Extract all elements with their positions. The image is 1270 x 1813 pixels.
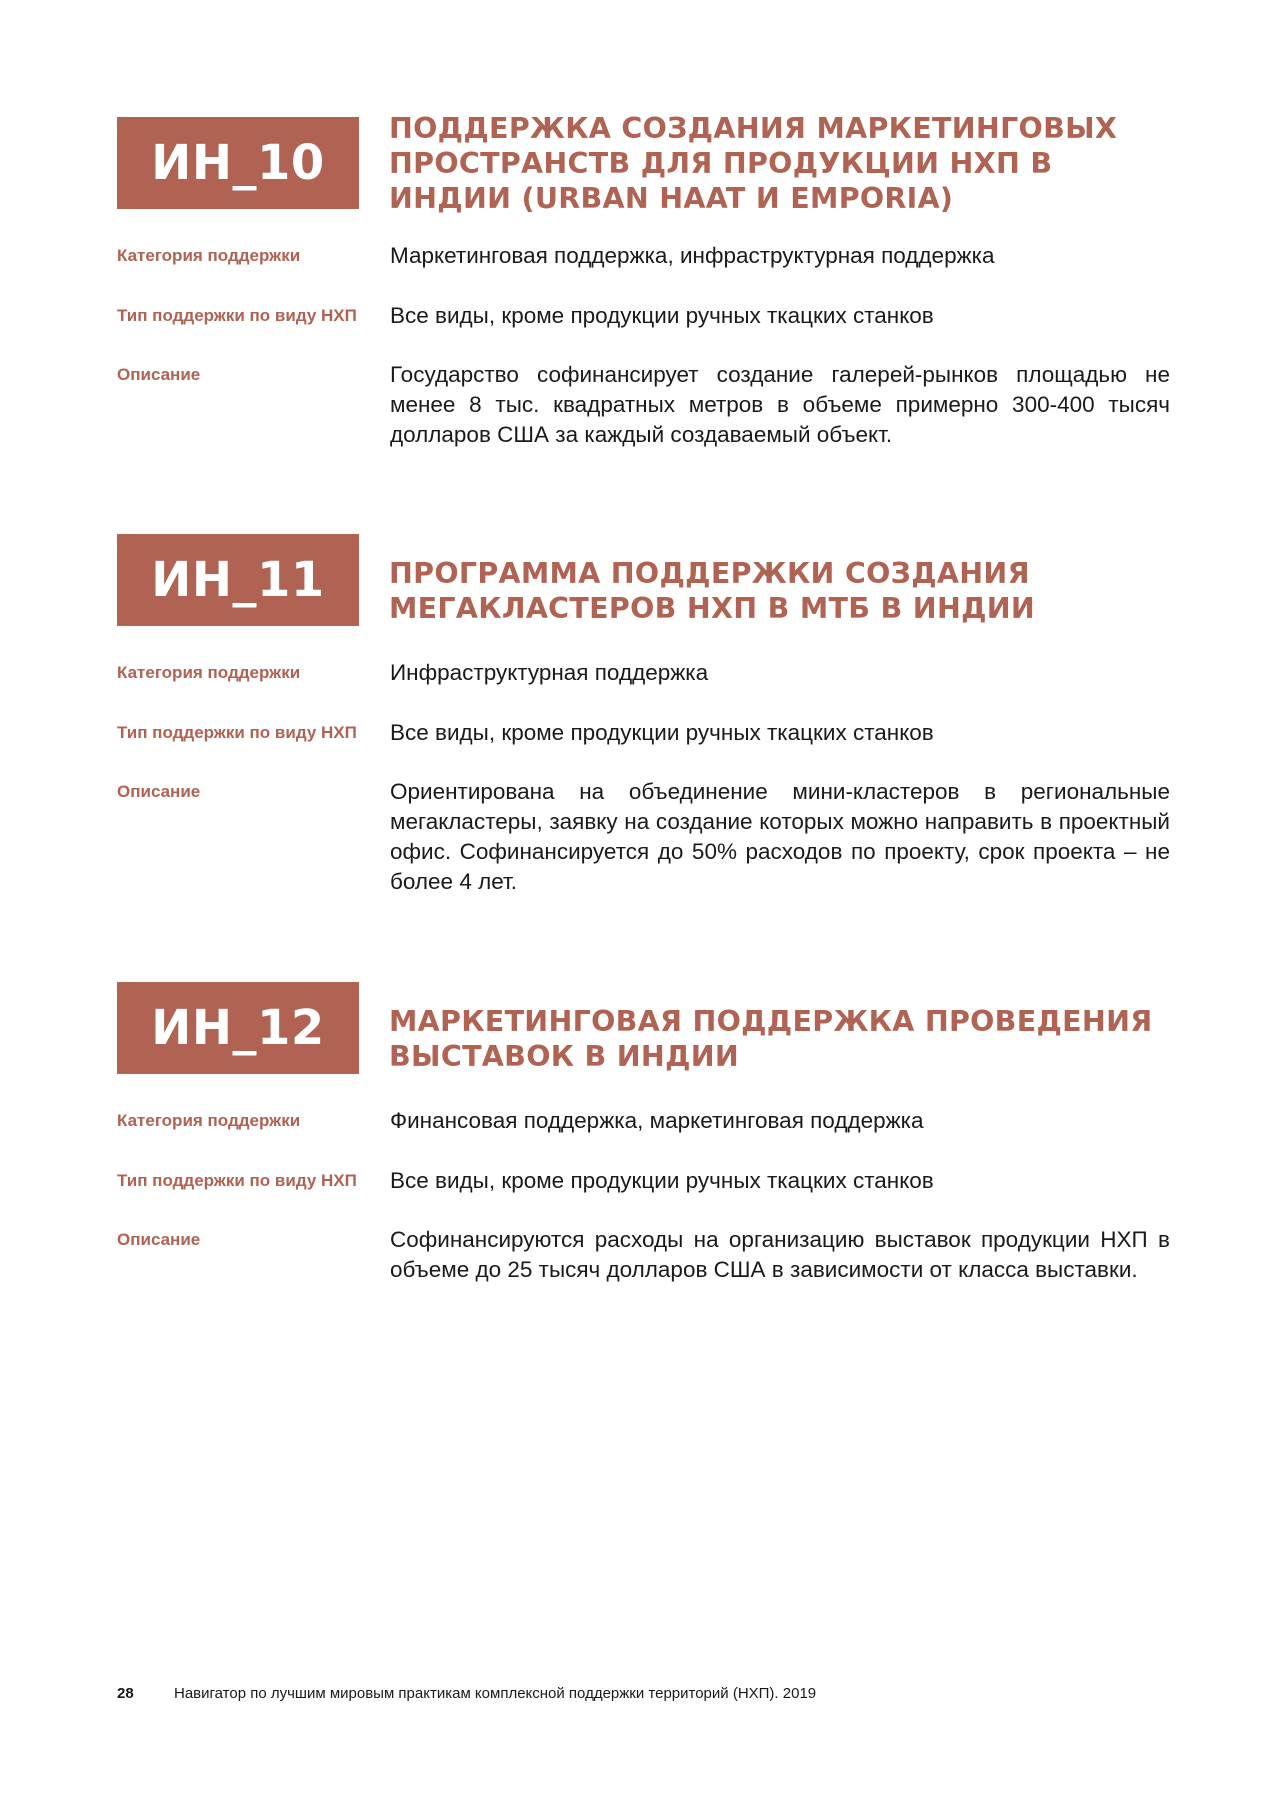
entry-title: МАРКЕТИНГОВАЯ ПОДДЕРЖКА ПРОВЕДЕНИЯ ВЫСТАВОК В ИНДИИ [389, 1005, 1153, 1073]
category-label: Категория поддержки [117, 1111, 301, 1130]
entry-code-badge: ИН_10 [117, 117, 359, 209]
description-label: Описание [117, 365, 201, 384]
category-label: Категория поддержки [117, 246, 301, 265]
description-value: Государство софинансирует создание галерей-рынков площадью не менее 8 тыс. квадратных метров в объеме примерно 300-400 тысяч долларов США за каждый создаваемый объект. [390, 362, 1170, 447]
category-value: Инфраструктурная поддержка [390, 660, 709, 685]
description-label: Описание [117, 1230, 201, 1249]
type-label: Тип поддержки по виду НХП [117, 1171, 357, 1190]
entry-code-badge: ИН_12 [117, 982, 359, 1074]
type-label: Тип поддержки по виду НХП [117, 723, 357, 742]
type-value: Все виды, кроме продукции ручных ткацких станков [390, 1168, 934, 1193]
category-value: Маркетинговая поддержка, инфраструктурная поддержка [390, 243, 995, 268]
category-value: Финансовая поддержка, маркетинговая поддержка [390, 1108, 924, 1133]
description-value: Софинансируются расходы на организацию выставок продукции НХП в объеме до 25 тысяч долларов США в зависимости от класса выставки. [390, 1227, 1170, 1282]
entry-code-badge: ИН_11 [117, 534, 359, 626]
type-value: Все виды, кроме продукции ручных ткацких станков [390, 720, 934, 745]
page-number: 28 [117, 1685, 134, 1702]
description-label: Описание [117, 782, 201, 801]
entry-title: ПРОГРАММА ПОДДЕРЖКИ СОЗДАНИЯ МЕГАКЛАСТЕРОВ НХП В МТБ В ИНДИИ [389, 557, 1036, 625]
footer-text: Навигатор по лучшим мировым практикам комплексной поддержки территорий (НХП). 2019 [174, 1685, 817, 1702]
page-footer [117, 1685, 816, 1702]
type-value: Все виды, кроме продукции ручных ткацких станков [390, 303, 934, 328]
entry-title: ПОДДЕРЖКА СОЗДАНИЯ МАРКЕТИНГОВЫХ ПРОСТРАНСТВ ДЛЯ ПРОДУКЦИИ НХП В ИНДИИ (URBAN HAAT И EMPORIA) [389, 112, 1118, 215]
type-label: Тип поддержки по виду НХП [117, 306, 357, 325]
category-label: Категория поддержки [117, 663, 301, 682]
description-value: Ориентирована на объединение мини-кластеров в региональные мегакластеры, заявку на создание которых можно направить в проектный офис. Софинансируется до 50% расходов по проекту, срок проекта – не более 4 лет. [390, 779, 1170, 894]
